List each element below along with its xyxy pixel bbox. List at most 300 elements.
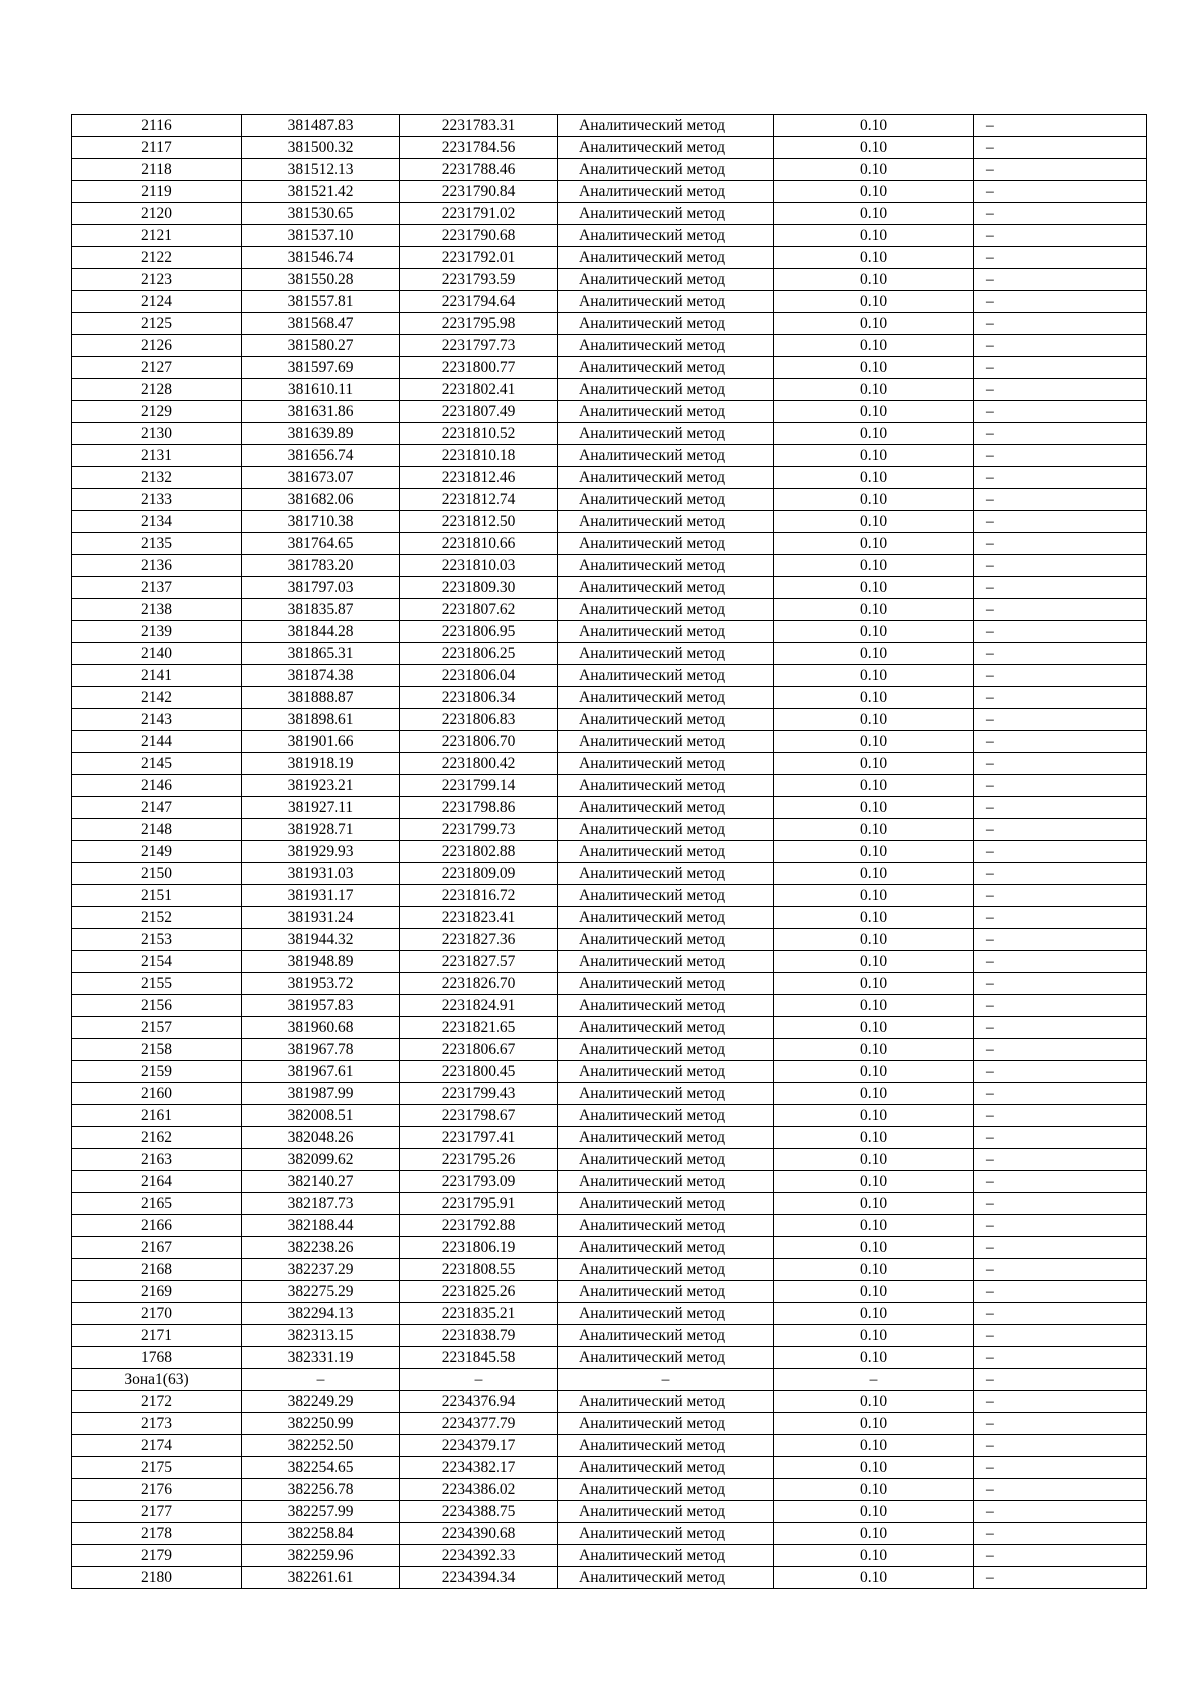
note-cell: –	[974, 731, 1147, 753]
y-coordinate-cell: 2231797.73	[400, 335, 558, 357]
point-number-cell: 2168	[72, 1259, 242, 1281]
method-cell: Аналитический метод	[558, 1479, 774, 1501]
note-cell: –	[974, 621, 1147, 643]
table-row	[72, 1457, 1147, 1479]
x-coordinate-cell: 382188.44	[242, 1215, 400, 1237]
note-cell: –	[974, 973, 1147, 995]
table-row	[72, 1325, 1147, 1347]
point-number-cell: Зона1(63)	[72, 1369, 242, 1391]
x-coordinate-cell: 381865.31	[242, 643, 400, 665]
method-cell: Аналитический метод	[558, 1149, 774, 1171]
accuracy-cell: 0.10	[774, 709, 974, 731]
x-coordinate-cell: 381953.72	[242, 973, 400, 995]
method-cell: Аналитический метод	[558, 1413, 774, 1435]
accuracy-cell: 0.10	[774, 511, 974, 533]
method-cell: Аналитический метод	[558, 1501, 774, 1523]
note-cell: –	[974, 775, 1147, 797]
method-cell: Аналитический метод	[558, 885, 774, 907]
note-cell: –	[974, 533, 1147, 555]
accuracy-cell: 0.10	[774, 1237, 974, 1259]
y-coordinate-cell: 2231806.34	[400, 687, 558, 709]
point-number-cell: 2149	[72, 841, 242, 863]
x-coordinate-cell: 381487.83	[242, 115, 400, 137]
note-cell: –	[974, 1237, 1147, 1259]
table-row	[72, 995, 1147, 1017]
method-cell: Аналитический метод	[558, 797, 774, 819]
table-row	[72, 247, 1147, 269]
accuracy-cell: 0.10	[774, 995, 974, 1017]
note-cell: –	[974, 511, 1147, 533]
x-coordinate-cell: 381797.03	[242, 577, 400, 599]
accuracy-cell: 0.10	[774, 1061, 974, 1083]
y-coordinate-cell: 2231797.41	[400, 1127, 558, 1149]
table-row	[72, 1391, 1147, 1413]
note-cell: –	[974, 687, 1147, 709]
table-row	[72, 709, 1147, 731]
table-row	[72, 753, 1147, 775]
note-cell: –	[974, 1083, 1147, 1105]
y-coordinate-cell: 2231793.09	[400, 1171, 558, 1193]
note-cell: –	[974, 1523, 1147, 1545]
point-number-cell: 2120	[72, 203, 242, 225]
note-cell: –	[974, 1193, 1147, 1215]
accuracy-cell: 0.10	[774, 665, 974, 687]
method-cell: Аналитический метод	[558, 973, 774, 995]
note-cell: –	[974, 577, 1147, 599]
accuracy-cell: 0.10	[774, 1127, 974, 1149]
table-row	[72, 137, 1147, 159]
table-row	[72, 687, 1147, 709]
table-row	[72, 929, 1147, 951]
y-coordinate-cell: 2231806.70	[400, 731, 558, 753]
y-coordinate-cell: 2231784.56	[400, 137, 558, 159]
table-row	[72, 445, 1147, 467]
method-cell: Аналитический метод	[558, 1281, 774, 1303]
x-coordinate-cell: 381960.68	[242, 1017, 400, 1039]
point-number-cell: 2165	[72, 1193, 242, 1215]
x-coordinate-cell: 381944.32	[242, 929, 400, 951]
method-cell: Аналитический метод	[558, 1215, 774, 1237]
point-number-cell: 2123	[72, 269, 242, 291]
method-cell: Аналитический метод	[558, 489, 774, 511]
method-cell: Аналитический метод	[558, 995, 774, 1017]
note-cell: –	[974, 1369, 1147, 1391]
note-cell: –	[974, 555, 1147, 577]
x-coordinate-cell: 382257.99	[242, 1501, 400, 1523]
point-number-cell: 2141	[72, 665, 242, 687]
note-cell: –	[974, 1105, 1147, 1127]
y-coordinate-cell: 2231799.43	[400, 1083, 558, 1105]
point-number-cell: 1768	[72, 1347, 242, 1369]
x-coordinate-cell: 382250.99	[242, 1413, 400, 1435]
note-cell: –	[974, 753, 1147, 775]
method-cell: Аналитический метод	[558, 1017, 774, 1039]
note-cell: –	[974, 841, 1147, 863]
y-coordinate-cell: 2231827.57	[400, 951, 558, 973]
y-coordinate-cell: 2231794.64	[400, 291, 558, 313]
method-cell: Аналитический метод	[558, 335, 774, 357]
accuracy-cell: 0.10	[774, 1567, 974, 1589]
zone-header-row	[72, 1369, 1147, 1391]
point-number-cell: 2126	[72, 335, 242, 357]
point-number-cell: 2172	[72, 1391, 242, 1413]
note-cell: –	[974, 313, 1147, 335]
point-number-cell: 2178	[72, 1523, 242, 1545]
point-number-cell: 2179	[72, 1545, 242, 1567]
accuracy-cell: 0.10	[774, 291, 974, 313]
y-coordinate-cell: 2231821.65	[400, 1017, 558, 1039]
point-number-cell: 2177	[72, 1501, 242, 1523]
accuracy-cell: 0.10	[774, 929, 974, 951]
y-coordinate-cell: 2234394.34	[400, 1567, 558, 1589]
note-cell: –	[974, 357, 1147, 379]
table-row	[72, 1413, 1147, 1435]
note-cell: –	[974, 1435, 1147, 1457]
accuracy-cell: 0.10	[774, 225, 974, 247]
table-row	[72, 599, 1147, 621]
x-coordinate-cell: 382238.26	[242, 1237, 400, 1259]
note-cell: –	[974, 1325, 1147, 1347]
table-row	[72, 181, 1147, 203]
accuracy-cell: 0.10	[774, 181, 974, 203]
method-cell: Аналитический метод	[558, 423, 774, 445]
point-number-cell: 2134	[72, 511, 242, 533]
method-cell: Аналитический метод	[558, 225, 774, 247]
x-coordinate-cell: 381948.89	[242, 951, 400, 973]
accuracy-cell: 0.10	[774, 533, 974, 555]
table-row	[72, 621, 1147, 643]
x-coordinate-cell: 381597.69	[242, 357, 400, 379]
table-row	[72, 533, 1147, 555]
point-number-cell: 2116	[72, 115, 242, 137]
method-cell: Аналитический метод	[558, 555, 774, 577]
table-row	[72, 1259, 1147, 1281]
x-coordinate-cell: 381931.24	[242, 907, 400, 929]
note-cell: –	[974, 1127, 1147, 1149]
y-coordinate-cell: 2231806.95	[400, 621, 558, 643]
x-coordinate-cell: 381931.17	[242, 885, 400, 907]
point-number-cell: 2121	[72, 225, 242, 247]
note-cell: –	[974, 291, 1147, 313]
note-cell: –	[974, 1149, 1147, 1171]
x-coordinate-cell: 382252.50	[242, 1435, 400, 1457]
accuracy-cell: 0.10	[774, 203, 974, 225]
note-cell: –	[974, 225, 1147, 247]
method-cell: Аналитический метод	[558, 1457, 774, 1479]
y-coordinate-cell: 2234390.68	[400, 1523, 558, 1545]
note-cell: –	[974, 489, 1147, 511]
method-cell: Аналитический метод	[558, 1567, 774, 1589]
point-number-cell: 2162	[72, 1127, 242, 1149]
point-number-cell: 2137	[72, 577, 242, 599]
x-coordinate-cell: 382313.15	[242, 1325, 400, 1347]
x-coordinate-cell: 381783.20	[242, 555, 400, 577]
x-coordinate-cell: 382294.13	[242, 1303, 400, 1325]
method-cell: Аналитический метод	[558, 269, 774, 291]
point-number-cell: 2156	[72, 995, 242, 1017]
x-coordinate-cell: 381967.61	[242, 1061, 400, 1083]
table-row	[72, 203, 1147, 225]
x-coordinate-cell: 382259.96	[242, 1545, 400, 1567]
table-row	[72, 819, 1147, 841]
method-cell: Аналитический метод	[558, 313, 774, 335]
table-row	[72, 1149, 1147, 1171]
x-coordinate-cell: 382187.73	[242, 1193, 400, 1215]
method-cell: Аналитический метод	[558, 357, 774, 379]
table-row	[72, 1435, 1147, 1457]
table-row	[72, 1171, 1147, 1193]
y-coordinate-cell: 2231825.26	[400, 1281, 558, 1303]
accuracy-cell: 0.10	[774, 1347, 974, 1369]
method-cell: Аналитический метод	[558, 115, 774, 137]
point-number-cell: 2143	[72, 709, 242, 731]
accuracy-cell: 0.10	[774, 159, 974, 181]
table-row	[72, 423, 1147, 445]
point-number-cell: 2175	[72, 1457, 242, 1479]
y-coordinate-cell: 2234388.75	[400, 1501, 558, 1523]
method-cell: Аналитический метод	[558, 687, 774, 709]
note-cell: –	[974, 1017, 1147, 1039]
point-number-cell: 2176	[72, 1479, 242, 1501]
accuracy-cell: 0.10	[774, 1457, 974, 1479]
method-cell: Аналитический метод	[558, 951, 774, 973]
note-cell: –	[974, 137, 1147, 159]
y-coordinate-cell: 2231806.25	[400, 643, 558, 665]
y-coordinate-cell: 2231812.74	[400, 489, 558, 511]
accuracy-cell: 0.10	[774, 1479, 974, 1501]
method-cell: Аналитический метод	[558, 577, 774, 599]
table-row	[72, 951, 1147, 973]
note-cell: –	[974, 247, 1147, 269]
table-row	[72, 1347, 1147, 1369]
note-cell: –	[974, 1281, 1147, 1303]
point-number-cell: 2129	[72, 401, 242, 423]
point-number-cell: 2153	[72, 929, 242, 951]
accuracy-cell: 0.10	[774, 489, 974, 511]
y-coordinate-cell: 2231810.18	[400, 445, 558, 467]
x-coordinate-cell: 382254.65	[242, 1457, 400, 1479]
point-number-cell: 2118	[72, 159, 242, 181]
x-coordinate-cell: 382331.19	[242, 1347, 400, 1369]
accuracy-cell: 0.10	[774, 335, 974, 357]
table-row	[72, 1193, 1147, 1215]
point-number-cell: 2155	[72, 973, 242, 995]
accuracy-cell: 0.10	[774, 687, 974, 709]
accuracy-cell: 0.10	[774, 841, 974, 863]
accuracy-cell: 0.10	[774, 1545, 974, 1567]
table-row	[72, 1127, 1147, 1149]
point-number-cell: 2145	[72, 753, 242, 775]
x-coordinate-cell: 382237.29	[242, 1259, 400, 1281]
x-coordinate-cell: 382258.84	[242, 1523, 400, 1545]
table-row	[72, 335, 1147, 357]
accuracy-cell: 0.10	[774, 379, 974, 401]
y-coordinate-cell: 2231826.70	[400, 973, 558, 995]
note-cell: –	[974, 1347, 1147, 1369]
y-coordinate-cell: 2231835.21	[400, 1303, 558, 1325]
accuracy-cell: 0.10	[774, 643, 974, 665]
point-number-cell: 2157	[72, 1017, 242, 1039]
note-cell: –	[974, 203, 1147, 225]
y-coordinate-cell: 2231810.66	[400, 533, 558, 555]
accuracy-cell: 0.10	[774, 863, 974, 885]
accuracy-cell: 0.10	[774, 951, 974, 973]
x-coordinate-cell: 381710.38	[242, 511, 400, 533]
y-coordinate-cell: 2231806.04	[400, 665, 558, 687]
accuracy-cell: 0.10	[774, 247, 974, 269]
y-coordinate-cell: 2231791.02	[400, 203, 558, 225]
y-coordinate-cell: 2231812.50	[400, 511, 558, 533]
point-number-cell: 2148	[72, 819, 242, 841]
note-cell: –	[974, 1259, 1147, 1281]
y-coordinate-cell: 2231793.59	[400, 269, 558, 291]
method-cell: Аналитический метод	[558, 621, 774, 643]
x-coordinate-cell: 381923.21	[242, 775, 400, 797]
y-coordinate-cell: 2231838.79	[400, 1325, 558, 1347]
note-cell: –	[974, 401, 1147, 423]
x-coordinate-cell: 381557.81	[242, 291, 400, 313]
accuracy-cell: 0.10	[774, 269, 974, 291]
note-cell: –	[974, 181, 1147, 203]
method-cell: Аналитический метод	[558, 1171, 774, 1193]
x-coordinate-cell: 381931.03	[242, 863, 400, 885]
y-coordinate-cell: 2231792.88	[400, 1215, 558, 1237]
point-number-cell: 2158	[72, 1039, 242, 1061]
x-coordinate-cell: 381580.27	[242, 335, 400, 357]
table-row	[72, 1215, 1147, 1237]
method-cell: Аналитический метод	[558, 709, 774, 731]
point-number-cell: 2152	[72, 907, 242, 929]
accuracy-cell: 0.10	[774, 1391, 974, 1413]
table-row	[72, 1017, 1147, 1039]
x-coordinate-cell: 381656.74	[242, 445, 400, 467]
table-row	[72, 577, 1147, 599]
accuracy-cell: 0.10	[774, 819, 974, 841]
y-coordinate-cell: 2231792.01	[400, 247, 558, 269]
accuracy-cell: 0.10	[774, 137, 974, 159]
method-cell: Аналитический метод	[558, 467, 774, 489]
y-coordinate-cell: 2231808.55	[400, 1259, 558, 1281]
table-row	[72, 1479, 1147, 1501]
x-coordinate-cell: –	[242, 1369, 400, 1391]
method-cell: Аналитический метод	[558, 159, 774, 181]
method-cell: Аналитический метод	[558, 181, 774, 203]
point-number-cell: 2124	[72, 291, 242, 313]
table-row	[72, 1281, 1147, 1303]
point-number-cell: 2133	[72, 489, 242, 511]
table-row	[72, 643, 1147, 665]
accuracy-cell: 0.10	[774, 401, 974, 423]
method-cell: Аналитический метод	[558, 643, 774, 665]
method-cell: Аналитический метод	[558, 533, 774, 555]
note-cell: –	[974, 335, 1147, 357]
table-row	[72, 313, 1147, 335]
x-coordinate-cell: 381537.10	[242, 225, 400, 247]
method-cell: Аналитический метод	[558, 1105, 774, 1127]
x-coordinate-cell: 381568.47	[242, 313, 400, 335]
note-cell: –	[974, 1215, 1147, 1237]
coordinates-table	[71, 114, 1147, 1589]
method-cell: Аналитический метод	[558, 1061, 774, 1083]
accuracy-cell: 0.10	[774, 775, 974, 797]
x-coordinate-cell: 381918.19	[242, 753, 400, 775]
table-row	[72, 401, 1147, 423]
y-coordinate-cell: 2231806.67	[400, 1039, 558, 1061]
y-coordinate-cell: 2231816.72	[400, 885, 558, 907]
note-cell: –	[974, 995, 1147, 1017]
table-row	[72, 863, 1147, 885]
table-row	[72, 511, 1147, 533]
note-cell: –	[974, 1501, 1147, 1523]
x-coordinate-cell: 381682.06	[242, 489, 400, 511]
method-cell: Аналитический метод	[558, 137, 774, 159]
y-coordinate-cell: 2231809.09	[400, 863, 558, 885]
y-coordinate-cell: 2231800.45	[400, 1061, 558, 1083]
method-cell: Аналитический метод	[558, 291, 774, 313]
accuracy-cell: 0.10	[774, 555, 974, 577]
y-coordinate-cell: 2231802.88	[400, 841, 558, 863]
y-coordinate-cell: 2231790.84	[400, 181, 558, 203]
accuracy-cell: 0.10	[774, 907, 974, 929]
point-number-cell: 2159	[72, 1061, 242, 1083]
table-row	[72, 291, 1147, 313]
point-number-cell: 2144	[72, 731, 242, 753]
method-cell: Аналитический метод	[558, 775, 774, 797]
accuracy-cell: 0.10	[774, 423, 974, 445]
accuracy-cell: 0.10	[774, 357, 974, 379]
note-cell: –	[974, 709, 1147, 731]
table-row	[72, 907, 1147, 929]
y-coordinate-cell: 2231807.49	[400, 401, 558, 423]
x-coordinate-cell: 381888.87	[242, 687, 400, 709]
point-number-cell: 2166	[72, 1215, 242, 1237]
x-coordinate-cell: 381901.66	[242, 731, 400, 753]
table-row	[72, 775, 1147, 797]
table-row	[72, 357, 1147, 379]
method-cell: Аналитический метод	[558, 1391, 774, 1413]
x-coordinate-cell: 381530.65	[242, 203, 400, 225]
x-coordinate-cell: 382140.27	[242, 1171, 400, 1193]
note-cell: –	[974, 379, 1147, 401]
accuracy-cell: 0.10	[774, 313, 974, 335]
accuracy-cell: 0.10	[774, 1193, 974, 1215]
x-coordinate-cell: 381929.93	[242, 841, 400, 863]
y-coordinate-cell: 2231798.86	[400, 797, 558, 819]
point-number-cell: 2128	[72, 379, 242, 401]
point-number-cell: 2174	[72, 1435, 242, 1457]
point-number-cell: 2142	[72, 687, 242, 709]
point-number-cell: 2127	[72, 357, 242, 379]
accuracy-cell: 0.10	[774, 1501, 974, 1523]
x-coordinate-cell: 382048.26	[242, 1127, 400, 1149]
method-cell: Аналитический метод	[558, 819, 774, 841]
method-cell: Аналитический метод	[558, 753, 774, 775]
x-coordinate-cell: 381673.07	[242, 467, 400, 489]
accuracy-cell: 0.10	[774, 621, 974, 643]
x-coordinate-cell: 381512.13	[242, 159, 400, 181]
method-cell: Аналитический метод	[558, 445, 774, 467]
y-coordinate-cell: 2231790.68	[400, 225, 558, 247]
note-cell: –	[974, 599, 1147, 621]
point-number-cell: 2164	[72, 1171, 242, 1193]
accuracy-cell: 0.10	[774, 1149, 974, 1171]
y-coordinate-cell: 2231823.41	[400, 907, 558, 929]
method-cell: Аналитический метод	[558, 929, 774, 951]
y-coordinate-cell: 2231795.98	[400, 313, 558, 335]
x-coordinate-cell: 381631.86	[242, 401, 400, 423]
accuracy-cell: 0.10	[774, 1281, 974, 1303]
note-cell: –	[974, 951, 1147, 973]
